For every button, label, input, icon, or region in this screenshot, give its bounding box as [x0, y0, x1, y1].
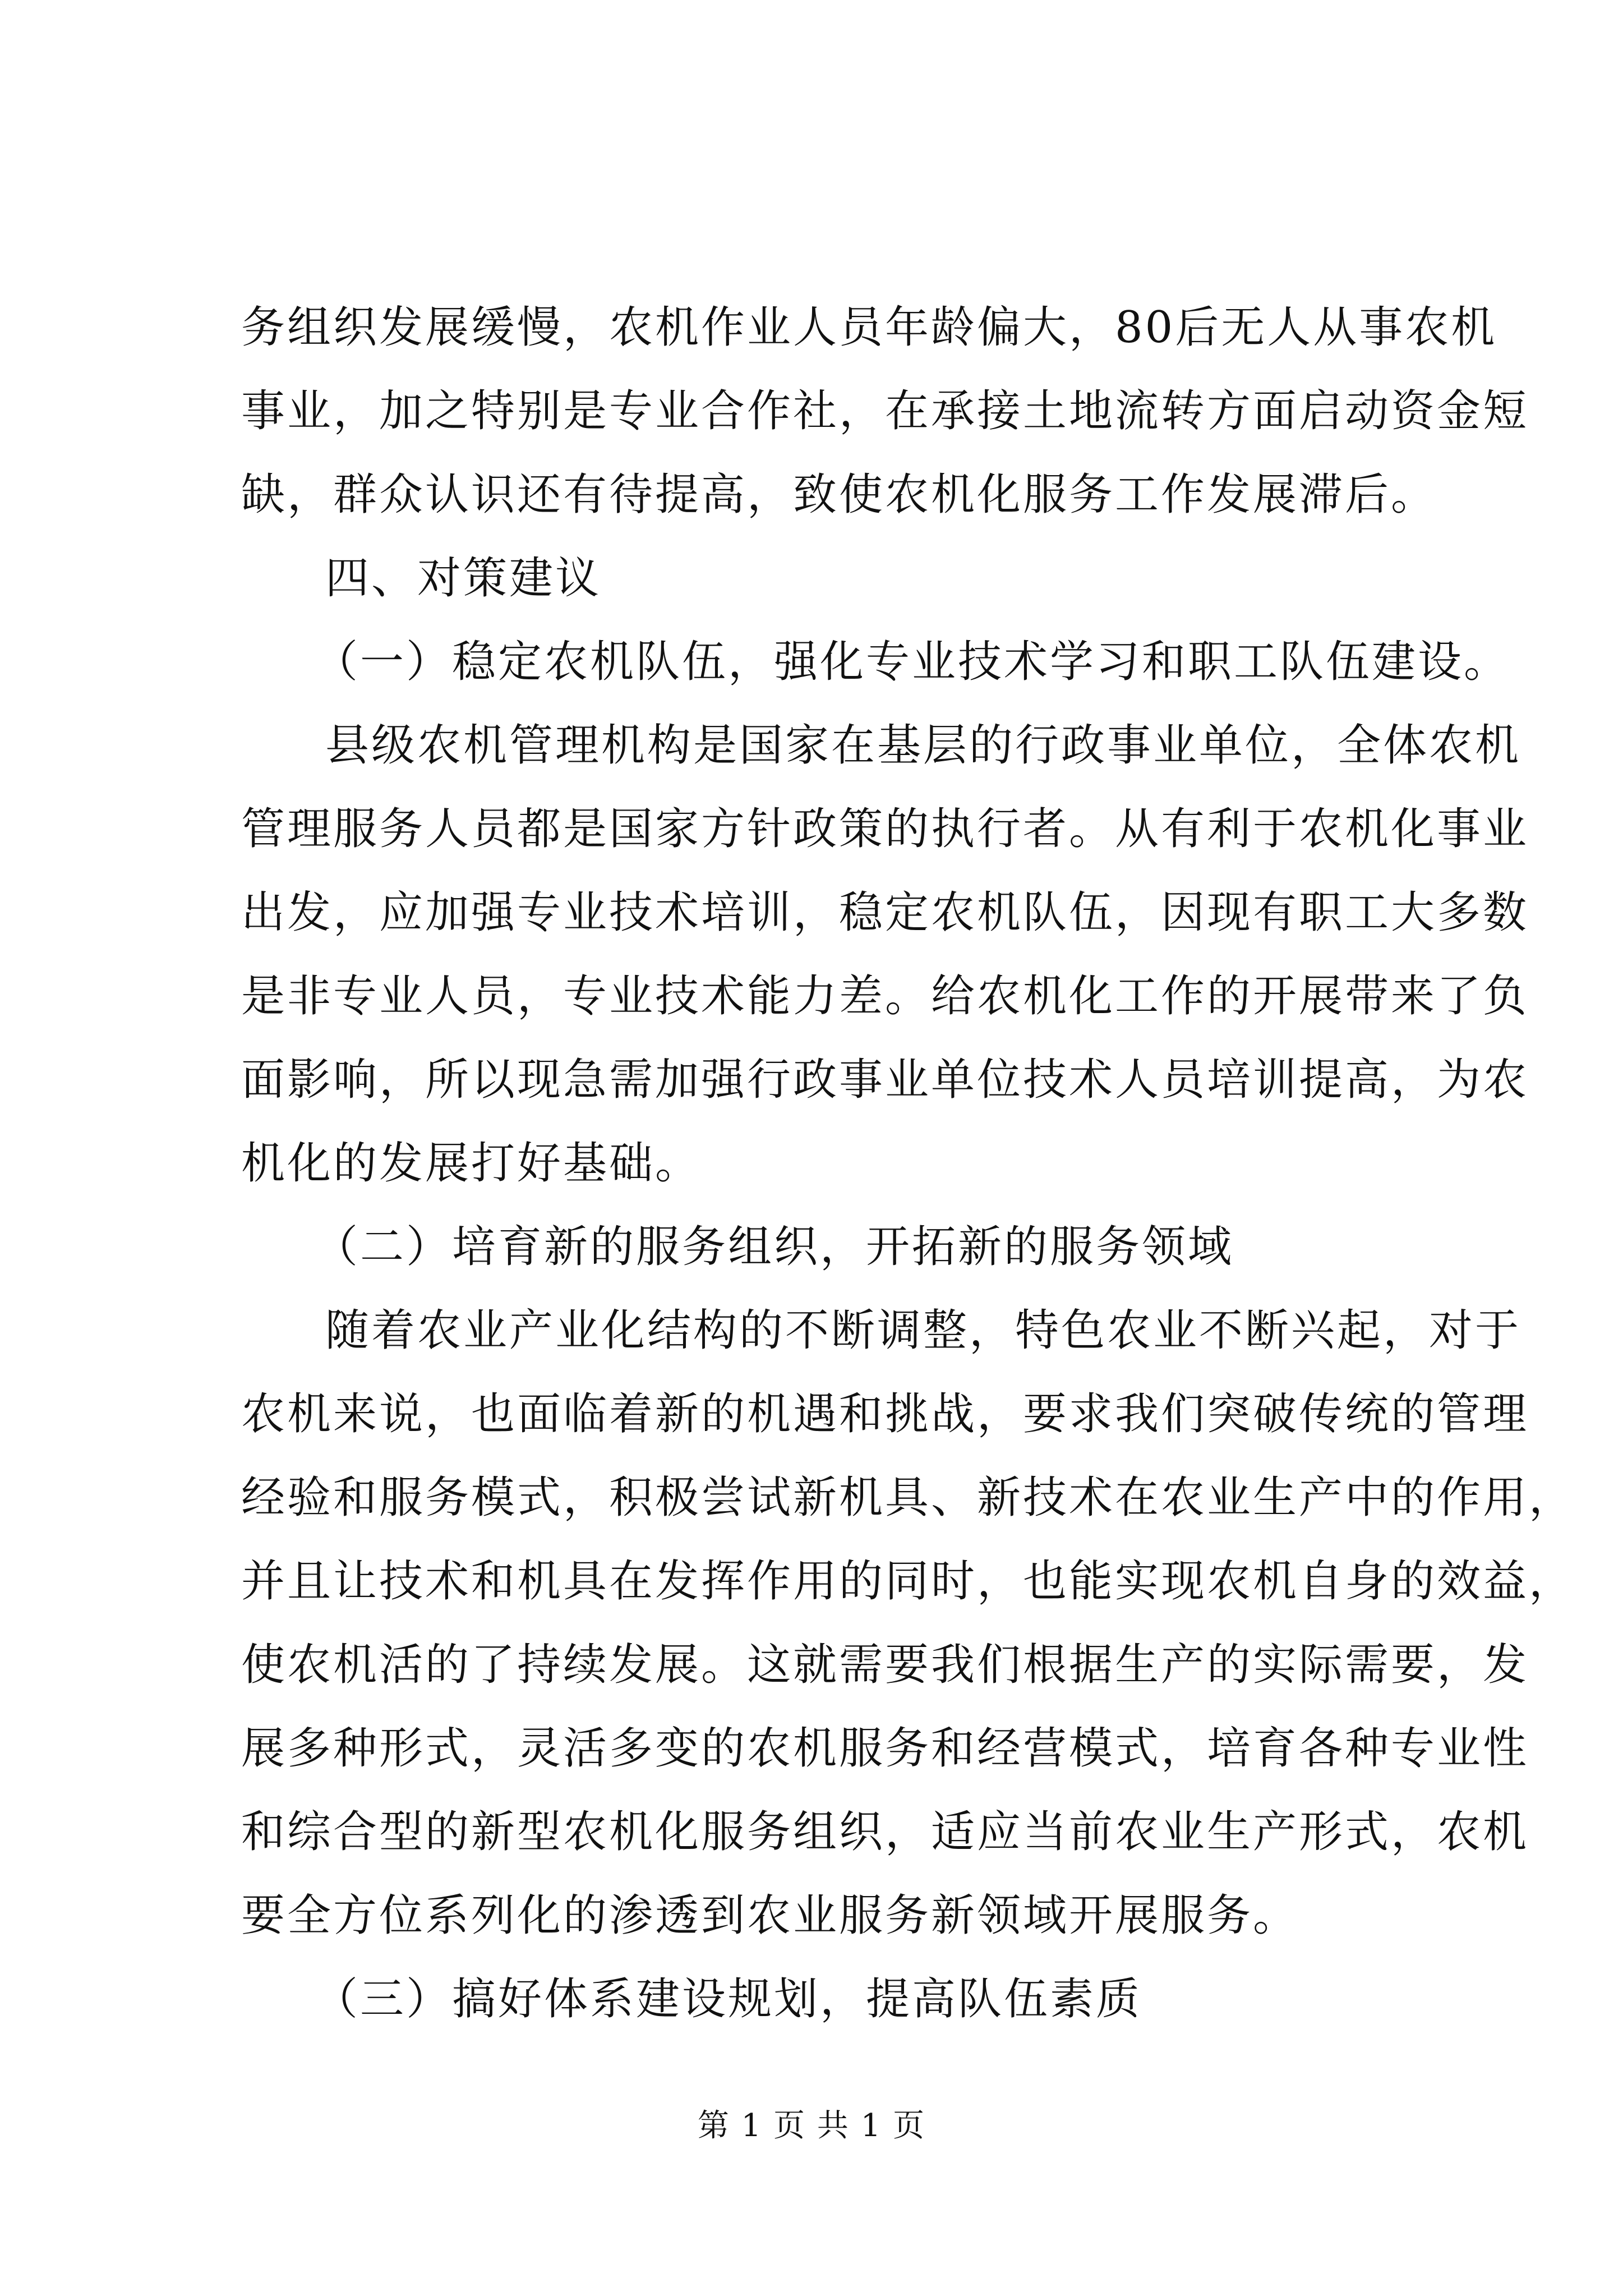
document-body — [241, 286, 1575, 2041]
text-line: 经验和服务模式，积极尝试新机具、新技术在农业生产中的作用， — [241, 1473, 1575, 1523]
text-line: 事业，加之特别是专业合作社，在承接土地流转方面启动资金短 — [241, 386, 1529, 436]
subsection-heading: （二）培育新的服务组织，开拓新的服务领域 — [314, 1222, 1234, 1272]
text-line: 出发，应加强专业技术培训，稳定农机队伍，因现有职工大多数 — [241, 887, 1529, 938]
text-line: 并且让技术和机具在发挥作用的同时，也能实现农机自身的效益， — [241, 1556, 1575, 1607]
text-line: 展多种形式，灵活多变的农机服务和经营模式，培育各种专业性 — [241, 1723, 1529, 1774]
text-line: 务组织发展缓慢，农机作业人员年龄偏大，80后无人从事农机 — [241, 302, 1497, 353]
text-line: 缺，群众认识还有待提高，致使农机化服务工作发展滞后。 — [241, 470, 1437, 520]
subsection-heading: （一）稳定农机队伍，强化专业技术学习和职工队伍建设。 — [314, 637, 1510, 687]
text-line: 管理服务人员都是国家方针政策的执行者。从有利于农机化事业 — [241, 804, 1529, 854]
subsection-heading: （三）搞好体系建设规划，提高队伍素质 — [314, 1974, 1142, 2024]
text-line: 是非专业人员，专业技术能力差。给农机化工作的开展带来了负 — [241, 971, 1529, 1022]
page-footer: 第 1 页 共 1 页 — [697, 2108, 926, 2144]
text-line: 使农机活的了持续发展。这就需要我们根据生产的实际需要，发 — [241, 1640, 1529, 1690]
text-line: 农机来说，也面临着新的机遇和挑战，要求我们突破传统的管理 — [241, 1389, 1529, 1439]
text-line: 机化的发展打好基础。 — [241, 1138, 702, 1189]
paragraph-first-line: 县级农机管理机构是国家在基层的行政事业单位，全体农机 — [325, 720, 1521, 771]
section-heading: 四、对策建议 — [325, 553, 602, 604]
text-line: 要全方位系列化的渗透到农业服务新领域开展服务。 — [241, 1890, 1299, 1941]
paragraph-first-line: 随着农业产业化结构的不断调整，特色农业不断兴起，对于 — [325, 1305, 1521, 1356]
text-line: 和综合型的新型农机化服务组织，适应当前农业生产形式，农机 — [241, 1807, 1529, 1857]
text-line: 面影响，所以现急需加强行政事业单位技术人员培训提高，为农 — [241, 1055, 1529, 1105]
